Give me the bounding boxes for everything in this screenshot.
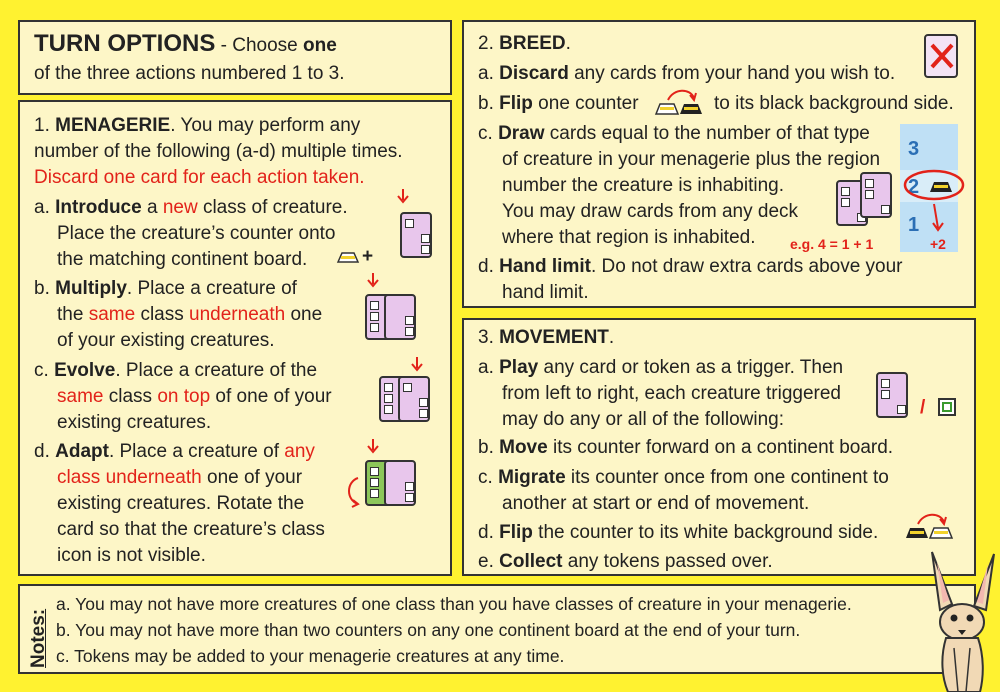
menagerie-heading: MENAGERIE [55,115,171,136]
highlight-circle-icon [902,168,966,202]
notes-label: Notes: [28,608,49,668]
arrow-down-icon [410,356,424,372]
region-board-icon: 3 2 1 [900,124,958,252]
creature-card-icon [384,460,416,506]
turn-options-title: TURN OPTIONS [34,30,216,57]
flip-counter-icon [654,88,710,118]
creature-card-icon [400,212,432,258]
note-b: b. You may not have more than two counters on any one continent board at the end of your turn. [56,620,801,640]
menagerie-panel: 1. MENAGERIE. You may perform any number of the following (a-d) multiple times. Discard one card for each action taken. a. Introduce a new class of creature. Place the creature’s counter onto the matching continent board. b. Multiply. Place a creature of the same class underneath one of your existing creatures. c. Evolve. Place a creature of the same class on top of one of your existing creatures. d. Adapt. Place a creature of any class underneath one of your existing creatures. Rotate the card so that the creature’s class icon is not visible. + [18,100,452,576]
creature-card-icon [860,172,892,218]
movement-heading: MOVEMENT [499,327,609,348]
arrow-down-icon [396,188,410,204]
notes-panel [18,584,976,674]
turn-options-subtitle: of the three actions numbered 1 to 3. [34,63,345,84]
breed-example: e.g. 4 = 1 + 1 [790,236,874,252]
rotate-arrow-icon [342,474,364,508]
movement-panel: 3. MOVEMENT. a. Play any card or token as a trigger. Then from left to right, each creature triggered may do any or all of the following: b. Move its counter forward on a continent board. c. Migrate its counter once from one continent to another at start or end of movement. d. Flip the counter to its white background side. e. Collect any tokens passed over. / [462,318,976,576]
counter-token-icon [336,250,360,264]
menagerie-item-d: d. Adapt. Place a creature of any [34,441,315,462]
menagerie-item-a: a. Introduce a new class of creature. [34,197,348,218]
note-a: a. You may not have more creatures of one class than you have classes of creature in your menagerie. [56,594,852,614]
menagerie-item-b: b. Multiply. Place a creature of [34,278,297,299]
creature-card-icon [384,294,416,340]
creature-card-icon [398,376,430,422]
arrow-down-icon [930,202,946,232]
turn-options-panel: TURN OPTIONS - Choose one of the three actions numbered 1 to 3. [18,20,452,95]
creature-card-icon [876,372,908,418]
arrow-down-icon [366,438,380,454]
menagerie-item-c: c. Evolve. Place a creature of the [34,360,318,381]
fennec-fox-mascot [922,548,1000,692]
discard-card-icon [924,34,958,78]
breed-heading: BREED [499,33,566,54]
arrow-down-icon [366,272,380,288]
token-icon [938,398,956,416]
flip-counter-icon [904,512,960,542]
note-c: c. Tokens may be added to your menagerie creatures at any time. [56,646,565,666]
breed-panel: 2. BREED. a. Discard any cards from your hand you wish to. b. Flip one counter to its black background side. c. Draw cards equal to the number of that type of creature in your menagerie plus the region number the creature is inhabiting. You may draw cards from any deck where that region is inhabited. e.g. 4 = 1 + 1 d. Hand limit. Do not draw extra cards above your hand limit. 3 2 1 +2 [462,20,976,308]
